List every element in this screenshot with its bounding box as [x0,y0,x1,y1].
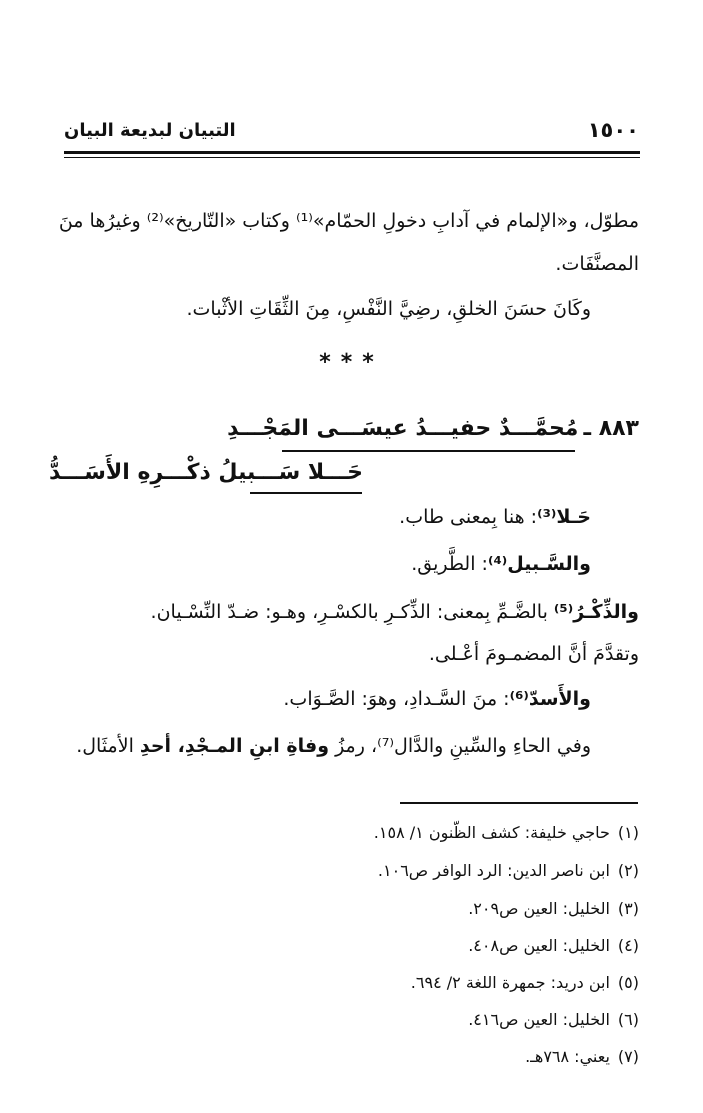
summary-bold: وفاةِ ابنِ المـجْدِ، أحدِ [139,735,330,757]
footnote-text: ابن دريد: جمهرة اللغة ٢/ ٦٩٤. [410,973,610,992]
entry-heading [227,416,639,441]
footnote-text: الخليل: العين ص٤١٦. [468,1010,610,1029]
definition-hala-text: : هنا بِمعنى طاب. [399,506,538,528]
summary-prefix: وفي الحاءِ والسِّينِ والدَّال⁽⁷⁾، رمزُ [329,735,591,757]
footnote-number: (٦) [617,1010,639,1029]
footnote-number: (٧) [617,1047,639,1066]
running-title: التبيان لبديعة البيان [64,120,236,141]
footnote-number: (٣) [617,899,639,918]
footnote-text: الخليل: العين ص٢٠٩. [468,899,610,918]
definition-dhikr-continued: وتقدَّمَ أنَّ المضمـومَ أعْـلى. [428,643,639,665]
footnote-text: الخليل: العين ص٤٠٨. [468,936,610,955]
entry-title-underline [282,450,575,452]
text-line-1: مطوّل، و«الإلمام في آدابِ دخولِ الحمّام»⁽¹⁾ وكتاب «التّاريخ»⁽²⁾ وغيرُها منَ [58,210,639,232]
footnote-1 [374,823,639,842]
verse-line: حَـــلا سَـــبيلُ ذكْـــرِهِ الأَسَـــدُّ [48,460,363,485]
definition-asadd [283,690,591,709]
footnote-2 [378,861,639,880]
footnote-text: حاجي خليفة: كشف الظّنون ١/ ١٥٨. [373,823,610,842]
definition-asadd-text: : منَ السَّـدادِ، وهوَ: الصَّـوَاب. [283,688,510,710]
header-rule-thin [64,157,640,158]
entry-title: مُحمَّـــدٌ حفيـــدُ عيسَـــى المَجْـــدِ [227,416,579,441]
footnote-number: (٥) [617,973,639,992]
term-asadd: والأَسدّ⁽⁶⁾ [509,688,591,710]
definition-dhikr [151,603,639,622]
definition-dhikr-text: بالضَّـمِّ بِمعنى: الذِّكـرِ بالكسْـرِ، وهـو: ضـدّ النِّسْـيان. [150,601,554,623]
verse-underline [250,492,362,494]
footnote-4 [468,936,639,955]
term-sabil: والسَّـبيل⁽⁴⁾ [487,553,591,575]
footnote-number: (١) [617,823,639,842]
text-line-3: وكَانَ حسَنَ الخلقِ، رضِيَّ النَّفْسِ، مِنَ الثِّقَاتِ الأثْبات. [186,298,591,320]
footnote-7 [525,1047,639,1066]
section-separator-stars: *** [319,350,384,375]
entry-number: ٨٨٣ ـ [583,416,639,441]
footnote-6 [468,1010,639,1029]
footnote-5 [411,973,639,992]
summary-suffix: الأمثَال. [76,735,140,757]
summary-line [76,737,591,756]
definition-sabil-text: : الطَّريق. [411,553,488,575]
footnote-text: يعني: ٧٦٨هـ. [525,1047,610,1066]
definition-hala [399,508,591,527]
footnote-text: ابن ناصر الدين: الرد الوافر ص١٠٦. [377,861,610,880]
text-line-2: المصنَّفَات. [555,253,639,275]
definition-sabil [411,555,591,574]
term-dhikr: والذِّكْـرُ⁽⁵⁾ [553,601,639,623]
term-hala: حَـلا⁽³⁾ [537,506,591,528]
footnote-number: (٤) [617,936,639,955]
footnote-number: (٢) [617,861,639,880]
page-number: ١٥٠٠ [587,118,639,142]
footnote-3 [468,899,639,918]
header-rule-thick [64,151,640,154]
footnote-separator [400,802,638,804]
